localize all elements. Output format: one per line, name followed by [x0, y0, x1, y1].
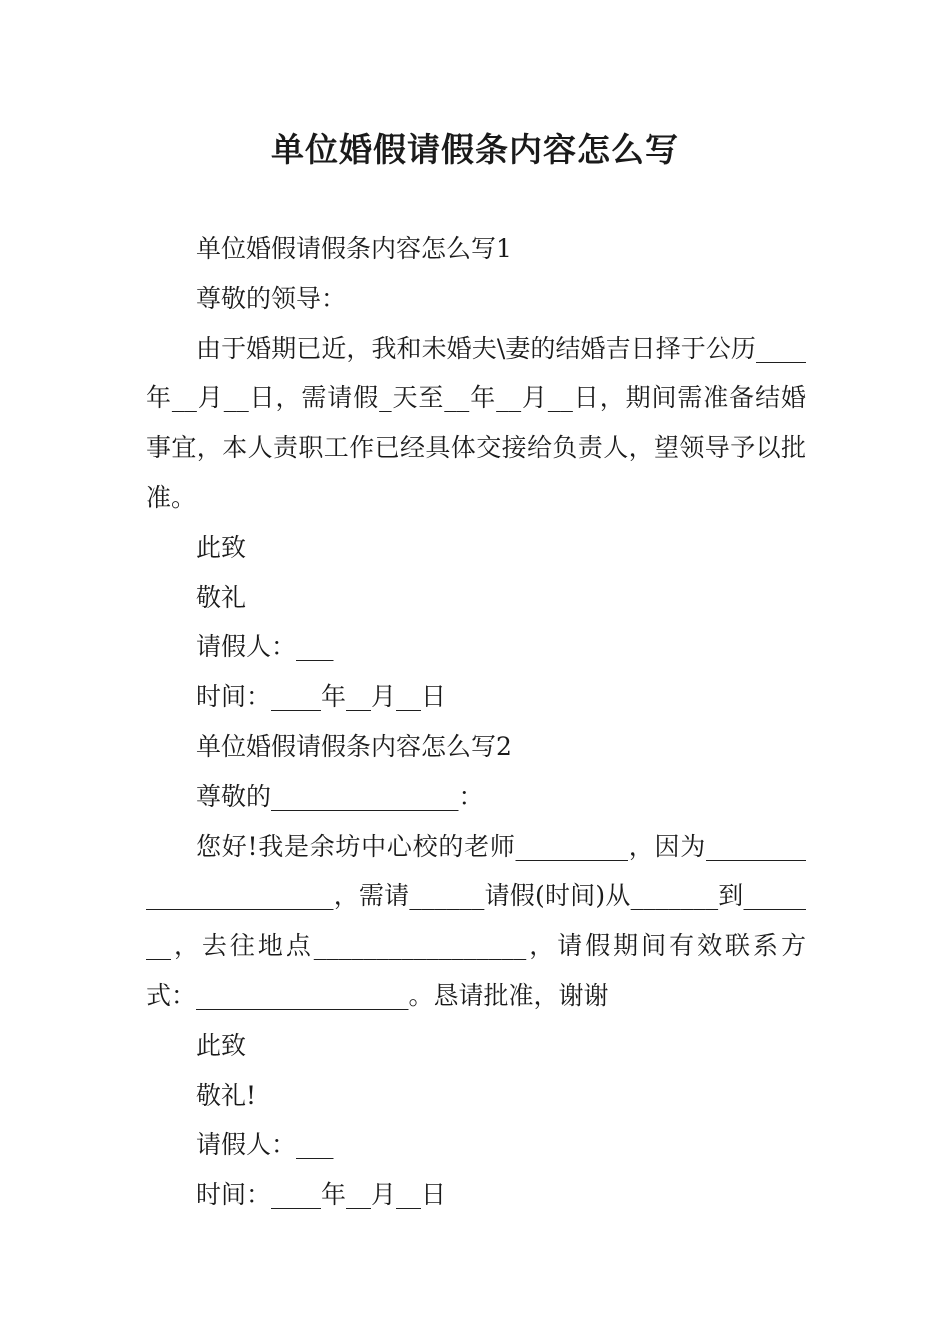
section-heading-2: 单位婚假请假条内容怎么写2	[196, 731, 512, 761]
applicant-line: 请假人：___	[196, 1130, 334, 1160]
closing-regards: 敬礼!	[196, 1080, 257, 1110]
closing-line: 此致	[196, 1030, 247, 1060]
document-title: 单位婚假请假条内容怎么写	[271, 130, 679, 169]
applicant-line: 请假人：___	[196, 632, 334, 662]
date-line: 时间：____年__月__日	[196, 682, 447, 712]
body-paragraph: 您好!我是余坊中心校的老师_________，因为_______________________，需请______请假(时间)从_______到_______，去往地点_________________，请假期间有效联系方式：_________________。恳请批准，谢谢	[146, 831, 806, 1010]
closing-regards: 敬礼	[196, 582, 247, 612]
closing-line: 此致	[196, 532, 247, 562]
date-line: 时间：____年__月__日	[196, 1180, 447, 1210]
salutation: 尊敬的领导：	[196, 283, 347, 313]
section-heading-1: 单位婚假请假条内容怎么写1	[196, 234, 512, 263]
document-body	[146, 224, 806, 1220]
salutation: 尊敬的_______________：	[196, 781, 484, 811]
body-paragraph: 由于婚期已近，我和未婚夫\妻的结婚吉日择于公历____年__月__日，需请假_天至__年__月__日，期间需准备结婚事宜，本人责职工作已经具体交接给负责人，望领导予以批准。	[146, 333, 806, 512]
